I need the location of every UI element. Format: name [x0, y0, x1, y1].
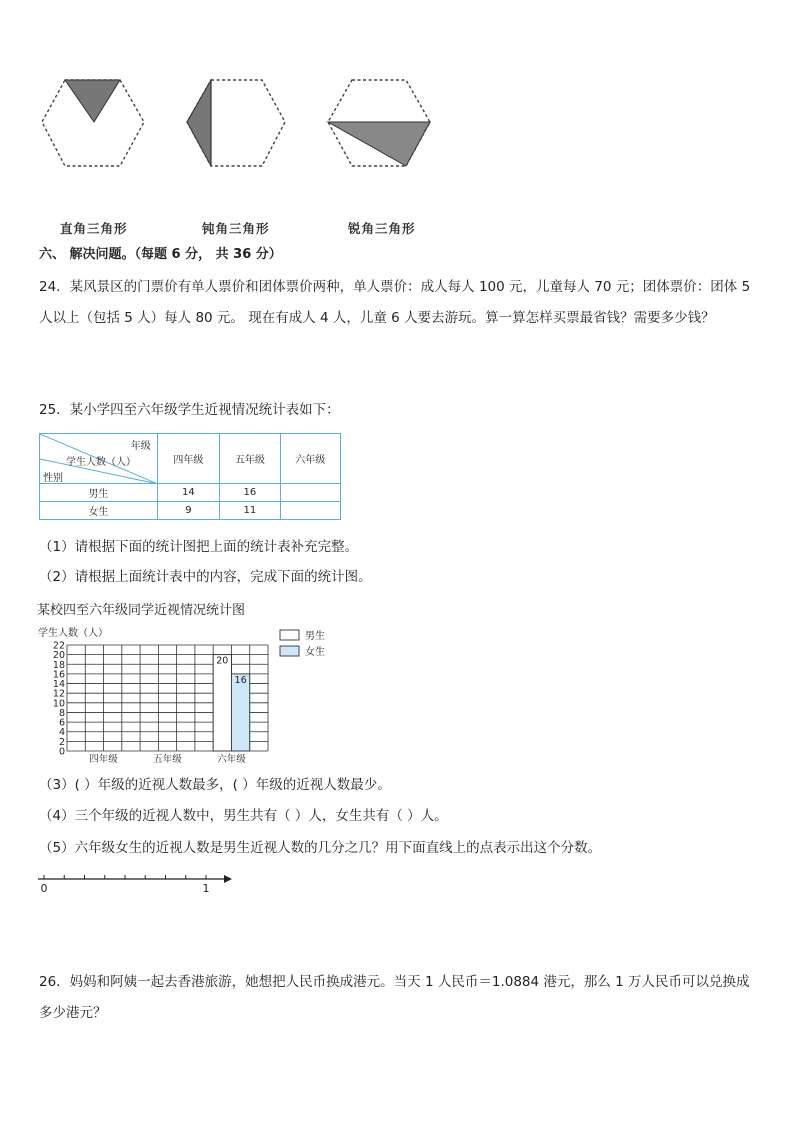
legend-swatch	[280, 630, 299, 640]
x-tick-label: 四年级	[89, 754, 118, 765]
hexagon-acute-triangle	[328, 80, 430, 166]
y-tick-label: 18	[52, 659, 65, 671]
chart-legend	[280, 629, 325, 658]
hexagon-label-obtuse: 钝角三角形	[202, 221, 270, 236]
q26-line1: 26．妈妈和阿姨一起去香港旅游，她想把人民币换成港元。当天 1 人民币＝1.0884 港元，那么 1 万人民币可以兑换成	[39, 974, 750, 990]
corner-grade-label: 年级	[130, 441, 151, 452]
table-row	[40, 484, 341, 502]
q25-sub1: （1）请根据下面的统计图把上面的统计表补充完整。	[39, 539, 359, 555]
chart-bars	[213, 655, 250, 751]
y-tick-label: 20	[52, 650, 65, 662]
q25-sub5: （5）六年级女生的近视人数是男生近视人数的几分之几？用下面直线上的点表示出这个分数。	[39, 840, 602, 856]
hexagon-figures	[30, 70, 450, 175]
y-tick-label: 8	[58, 707, 65, 719]
q25-sub3: （3）( ）年级的近视人数最多，( ）年级的近视人数最少。	[39, 777, 391, 793]
y-tick-labels	[53, 641, 65, 758]
table-cell: 9	[157, 502, 219, 520]
y-tick-label: 6	[58, 717, 65, 729]
y-tick-label: 10	[52, 698, 65, 710]
stat-table	[39, 433, 341, 520]
hexagon-right-triangle	[42, 80, 144, 166]
q24-line1: 24．某风景区的门票价有单人票价和团体票价两种，单人票价：成人每人 100 元，儿童每人 70 元；团体票价：团体 5	[39, 279, 751, 295]
y-tick-label: 2	[58, 736, 65, 748]
data-label: 20	[216, 655, 229, 667]
data-label: 16	[234, 674, 247, 686]
table-cell: 16	[220, 484, 280, 502]
corner-count-label: 学生人数（人）	[66, 457, 136, 468]
number-line-start: 0	[40, 882, 48, 895]
y-tick-label: 16	[52, 669, 65, 681]
table-cell-blank[interactable]	[280, 484, 340, 502]
hexagon-obtuse-triangle	[187, 80, 285, 166]
q24-line2: 人以上（包括 5 人）每人 80 元。 现在有成人 4 人，儿童 6 人要去游玩。算一算怎样买票最省钱？需要多少钱？	[39, 310, 715, 326]
number-line	[34, 868, 234, 896]
number-line-end: 1	[202, 882, 210, 895]
chart-title: 某校四至六年级同学近视情况统计图	[37, 603, 246, 618]
arrow-icon	[224, 875, 232, 883]
legend-label: 男生	[305, 631, 325, 642]
table-row-label: 男生	[40, 484, 158, 502]
y-axis-label: 学生人数（人）	[38, 628, 108, 639]
hexagon-label-right: 直角三角形	[60, 221, 128, 236]
x-tick-labels	[89, 753, 246, 765]
legend-swatch	[280, 646, 299, 656]
bar	[213, 655, 231, 751]
section-heading: 六、 解决问题。（每题 6 分， 共 36 分）	[39, 247, 282, 262]
y-tick-label: 12	[52, 688, 65, 700]
y-tick-label: 22	[52, 640, 65, 652]
y-tick-label: 14	[52, 679, 65, 691]
q25-sub4: （4）三个年级的近视人数中，男生共有（ ）人，女生共有（ ）人。	[39, 808, 448, 824]
table-cell: 11	[220, 502, 280, 520]
q25-intro: 25．某小学四至六年级学生近视情况统计表如下：	[39, 402, 340, 418]
table-header-grade5: 五年级	[220, 434, 280, 484]
legend-label: 女生	[305, 647, 325, 658]
table-header-grade4: 四年级	[157, 434, 219, 484]
x-tick-label: 五年级	[153, 754, 182, 765]
hexagon-label-acute: 锐角三角形	[348, 221, 416, 236]
table-cell: 14	[157, 484, 219, 502]
q26-line2: 多少港元？	[39, 1005, 107, 1021]
corner-gender-label: 性别	[43, 473, 63, 484]
table-row-label: 女生	[40, 502, 158, 520]
y-tick-label: 0	[58, 746, 65, 758]
table-header-grade6: 六年级	[280, 434, 340, 484]
table-row	[40, 502, 341, 520]
bar-chart	[30, 620, 350, 768]
q25-sub2: （2）请根据上面统计表中的内容，完成下面的统计图。	[39, 569, 372, 585]
table-cell-blank[interactable]	[280, 502, 340, 520]
y-tick-label: 4	[58, 727, 65, 739]
x-tick-label: 六年级	[217, 754, 246, 765]
table-corner-cell	[40, 434, 158, 484]
